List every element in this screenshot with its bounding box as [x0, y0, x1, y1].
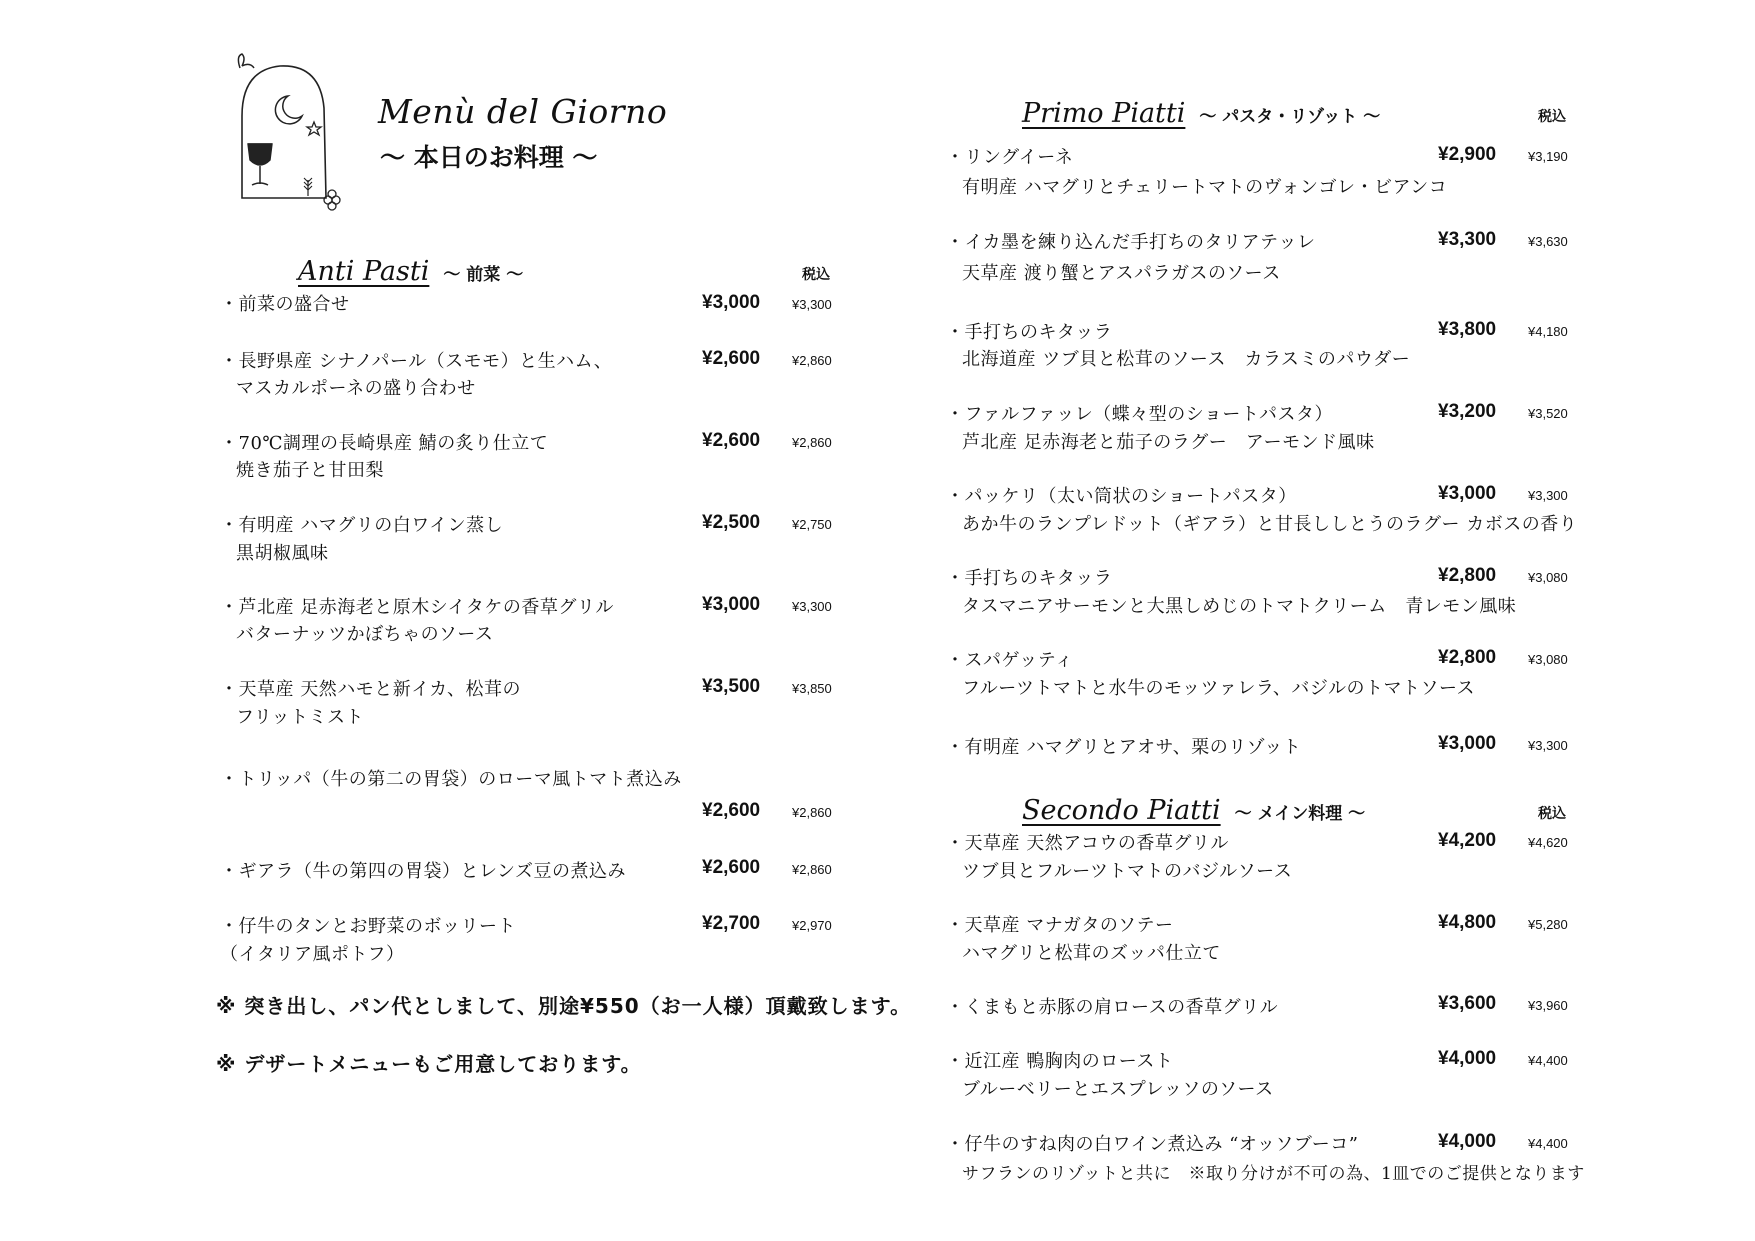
- primo-item-2-name: ・イカ墨を練り込んだ手打ちのタリアテッレ: [946, 232, 1316, 253]
- antipasti-item-7-price: ¥2,600: [702, 800, 761, 821]
- secondo-item-3-price: ¥3,600: [1438, 993, 1497, 1014]
- secondo-item-5-name: ・仔牛のすね肉の白ワイン煮込み “オッソブーコ”: [946, 1134, 1359, 1155]
- secondo-item-2-price: ¥4,800: [1438, 912, 1497, 933]
- primo-item-3-tax: ¥4,180: [1528, 324, 1568, 339]
- primo-tax-label: 税込: [1538, 109, 1566, 125]
- antipasti-item-5-price: ¥3,000: [702, 594, 761, 615]
- antipasti-item-1-price: ¥3,000: [702, 292, 761, 313]
- antipasti-item-9-desc: （イタリア風ポトフ）: [220, 944, 405, 965]
- primo-heading: [1022, 98, 1380, 129]
- primo-item-1-price: ¥2,900: [1438, 144, 1497, 165]
- secondo-item-1-price: ¥4,200: [1438, 830, 1497, 851]
- antipasti-item-4-tax: ¥2,750: [792, 517, 832, 532]
- primo-item-7-tax: ¥3,080: [1528, 652, 1568, 667]
- antipasti-item-4-price: ¥2,500: [702, 512, 761, 533]
- primo-subtitle: 〜 パスタ・リゾット 〜: [1199, 107, 1381, 127]
- antipasti-item-6-name: ・天草産 天然ハモと新イカ、松茸の: [220, 679, 521, 700]
- antipasti-subtitle: 〜 前菜 〜: [443, 265, 524, 285]
- primo-item-7-price: ¥2,800: [1438, 647, 1497, 668]
- antipasti-item-3-desc: 焼き茄子と甘田梨: [236, 460, 384, 481]
- antipasti-item-6-desc: フリットミスト: [236, 707, 365, 728]
- antipasti-tax-label: 税込: [802, 267, 830, 283]
- antipasti-item-8-price: ¥2,600: [702, 857, 761, 878]
- antipasti-item-7-tax: ¥2,860: [792, 805, 832, 820]
- antipasti-item-3-tax: ¥2,860: [792, 435, 832, 450]
- primo-item-2-tax: ¥3,630: [1528, 234, 1568, 249]
- secondo-item-1-tax: ¥4,620: [1528, 835, 1568, 850]
- secondo-tax-label: 税込: [1538, 806, 1566, 822]
- antipasti-item-8-name: ・ギアラ（牛の第四の胃袋）とレンズ豆の煮込み: [220, 861, 627, 882]
- antipasti-item-2-tax: ¥2,860: [792, 353, 832, 368]
- antipasti-item-3-price: ¥2,600: [702, 430, 761, 451]
- primo-item-5-desc: あか牛のランプレドット（ギアラ）と甘長ししとうのラグー カボスの香り: [962, 514, 1578, 535]
- antipasti-item-4-name: ・有明産 ハマグリの白ワイン蒸し: [220, 515, 504, 536]
- restaurant-logo: [228, 48, 358, 218]
- primo-item-5-name: ・パッケリ（太い筒状のショートパスタ）: [946, 486, 1297, 507]
- primo-item-2-desc: 天草産 渡り蟹とアスパラガスのソース: [962, 263, 1281, 284]
- primo-item-6-price: ¥2,800: [1438, 565, 1497, 586]
- menu-title: Menù del Giorno: [378, 92, 668, 131]
- antipasti-heading: [298, 256, 523, 287]
- primo-item-5-tax: ¥3,300: [1528, 488, 1568, 503]
- primo-item-8-price: ¥3,000: [1438, 733, 1497, 754]
- antipasti-item-5-desc: バターナッツかぼちゃのソース: [236, 624, 494, 645]
- secondo-item-4-name: ・近江産 鴨胸肉のロースト: [946, 1051, 1174, 1072]
- primo-item-4-tax: ¥3,520: [1528, 406, 1568, 421]
- secondo-item-1-name: ・天草産 天然アコウの香草グリル: [946, 833, 1229, 854]
- secondo-item-2-desc: ハマグリと松茸のズッパ仕立て: [962, 943, 1221, 964]
- primo-item-2-price: ¥3,300: [1438, 229, 1497, 250]
- antipasti-item-2-price: ¥2,600: [702, 348, 761, 369]
- secondo-item-3-name: ・くまもと赤豚の肩ロースの香草グリル: [946, 997, 1279, 1018]
- primo-item-6-desc: タスマニアサーモンと大黒しめじのトマトクリーム 青レモン風味: [962, 596, 1517, 617]
- antipasti-item-9-price: ¥2,700: [702, 913, 761, 934]
- primo-item-7-name: ・スパゲッティ: [946, 650, 1074, 671]
- secondo-item-2-name: ・天草産 マナガタのソテー: [946, 915, 1174, 936]
- note-dessert-menu: ※ デザートメニューもご用意しております。: [216, 1052, 642, 1076]
- secondo-item-4-price: ¥4,000: [1438, 1048, 1497, 1069]
- secondo-item-2-tax: ¥5,280: [1528, 917, 1568, 932]
- secondo-item-4-tax: ¥4,400: [1528, 1053, 1568, 1068]
- secondo-title: Secondo Piatti: [1022, 795, 1221, 826]
- primo-item-1-name: ・リングイーネ: [946, 147, 1074, 168]
- antipasti-item-9-tax: ¥2,970: [792, 918, 832, 933]
- primo-item-3-price: ¥3,800: [1438, 319, 1497, 340]
- secondo-heading: [1022, 795, 1365, 826]
- antipasti-item-1-name: ・前菜の盛合せ: [220, 294, 350, 315]
- primo-item-8-name: ・有明産 ハマグリとアオサ、栗のリゾット: [946, 737, 1302, 758]
- antipasti-item-5-tax: ¥3,300: [792, 599, 832, 614]
- primo-item-4-name: ・ファルファッレ（蝶々型のショートパスタ）: [946, 404, 1334, 425]
- antipasti-item-4-desc: 黒胡椒風味: [236, 543, 329, 564]
- antipasti-item-6-tax: ¥3,850: [792, 681, 832, 696]
- primo-item-3-name: ・手打ちのキタッラ: [946, 322, 1113, 343]
- antipasti-item-5-name: ・芦北産 足赤海老と原木シイタケの香草グリル: [220, 597, 614, 618]
- antipasti-item-2-desc: マスカルポーネの盛り合わせ: [236, 378, 476, 399]
- primo-item-6-name: ・手打ちのキタッラ: [946, 568, 1113, 589]
- antipasti-title: Anti Pasti: [298, 256, 430, 287]
- primo-item-7-desc: フルーツトマトと水牛のモッツァレラ、バジルのトマトソース: [962, 678, 1476, 699]
- secondo-item-5-desc: サフランのリゾットと共に ※取り分けが不可の為、1皿でのご提供となります: [962, 1164, 1585, 1184]
- secondo-item-1-desc: ツブ貝とフルーツトマトのバジルソース: [962, 861, 1293, 882]
- primo-item-8-tax: ¥3,300: [1528, 738, 1568, 753]
- secondo-item-5-price: ¥4,000: [1438, 1131, 1497, 1152]
- primo-item-4-desc: 芦北産 足赤海老と茄子のラグー アーモンド風味: [962, 432, 1375, 453]
- secondo-item-4-desc: ブルーベリーとエスプレッソのソース: [962, 1079, 1274, 1100]
- primo-item-4-price: ¥3,200: [1438, 401, 1497, 422]
- secondo-item-5-tax: ¥4,400: [1528, 1136, 1568, 1151]
- primo-item-5-price: ¥3,000: [1438, 483, 1497, 504]
- secondo-subtitle: 〜 メイン料理 〜: [1234, 804, 1366, 824]
- primo-item-1-desc: 有明産 ハマグリとチェリートマトのヴォンゴレ・ビアンコ: [962, 177, 1448, 198]
- antipasti-item-2-name: ・長野県産 シナノパール（スモモ）と生ハム、: [220, 351, 613, 372]
- primo-item-3-desc: 北海道産 ツブ貝と松茸のソース カラスミのパウダー: [962, 349, 1411, 370]
- primo-item-6-tax: ¥3,080: [1528, 570, 1568, 585]
- antipasti-item-8-tax: ¥2,860: [792, 862, 832, 877]
- primo-item-1-tax: ¥3,190: [1528, 149, 1568, 164]
- menu-subtitle: 〜 本日のお料理 〜: [380, 143, 598, 172]
- antipasti-item-7-name: ・トリッパ（牛の第二の胃袋）のローマ風トマト煮込み: [220, 769, 682, 790]
- note-cover-charge: ※ 突き出し、パン代としまして、別途¥550（お一人様）頂戴致します。: [216, 994, 912, 1018]
- antipasti-item-3-name: ・70℃調理の長崎県産 鯖の炙り仕立て: [220, 433, 549, 454]
- antipasti-item-6-price: ¥3,500: [702, 676, 761, 697]
- secondo-item-3-tax: ¥3,960: [1528, 998, 1568, 1013]
- antipasti-item-9-name: ・仔牛のタンとお野菜のボッリート: [220, 916, 516, 937]
- primo-title: Primo Piatti: [1022, 98, 1186, 129]
- antipasti-item-1-tax: ¥3,300: [792, 297, 832, 312]
